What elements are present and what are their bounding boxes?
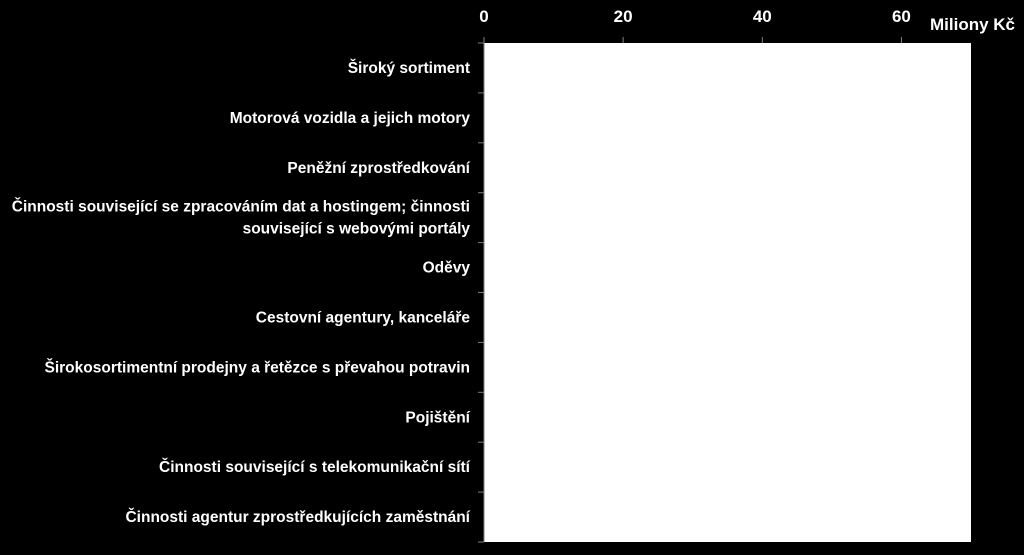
category-label — [423, 260, 471, 277]
category-label-line: Peněžní zprostředkování — [287, 159, 470, 177]
category-label — [12, 198, 471, 238]
x-tick-label: 20 — [613, 7, 633, 26]
x-tick-label: 40 — [752, 7, 772, 26]
category-label-line: Cestovní agentury, kanceláře — [255, 309, 470, 327]
y-axis — [478, 43, 484, 542]
category-label-line: Pojištění — [405, 409, 470, 427]
category-label — [348, 59, 470, 77]
x-tick-label: 0 — [479, 7, 489, 26]
category-label — [256, 309, 471, 326]
category-label — [125, 508, 470, 526]
x-tick-label: 60 — [891, 7, 911, 26]
category-label-line: Činnosti související s telekomunikační sítí — [159, 459, 470, 477]
category-label — [287, 160, 470, 177]
category-label-line: Širokosortimentní prodejny a řetězce s převahou potravin — [44, 359, 470, 377]
category-label — [159, 458, 471, 476]
category-label — [45, 358, 471, 376]
category-label-line: Motorová vozidla a jejich motory — [229, 109, 470, 127]
x-axis — [479, 7, 911, 43]
category-label-line: související s webovými portály — [242, 220, 470, 238]
category-label-line: Činnosti související se zpracováním dat a hostingem; činnosti — [11, 198, 470, 216]
category-label-line: Široký sortiment — [347, 59, 470, 77]
category-label — [230, 110, 471, 127]
category-label-line: Činnosti agentur zprostředkujících zaměstnání — [125, 509, 470, 527]
category-labels — [12, 59, 471, 526]
category-label — [405, 409, 470, 426]
x-axis-unit-label: Miliony Kč — [929, 15, 1015, 34]
category-label-line: Oděvy — [422, 259, 470, 277]
plot-area — [484, 43, 971, 542]
